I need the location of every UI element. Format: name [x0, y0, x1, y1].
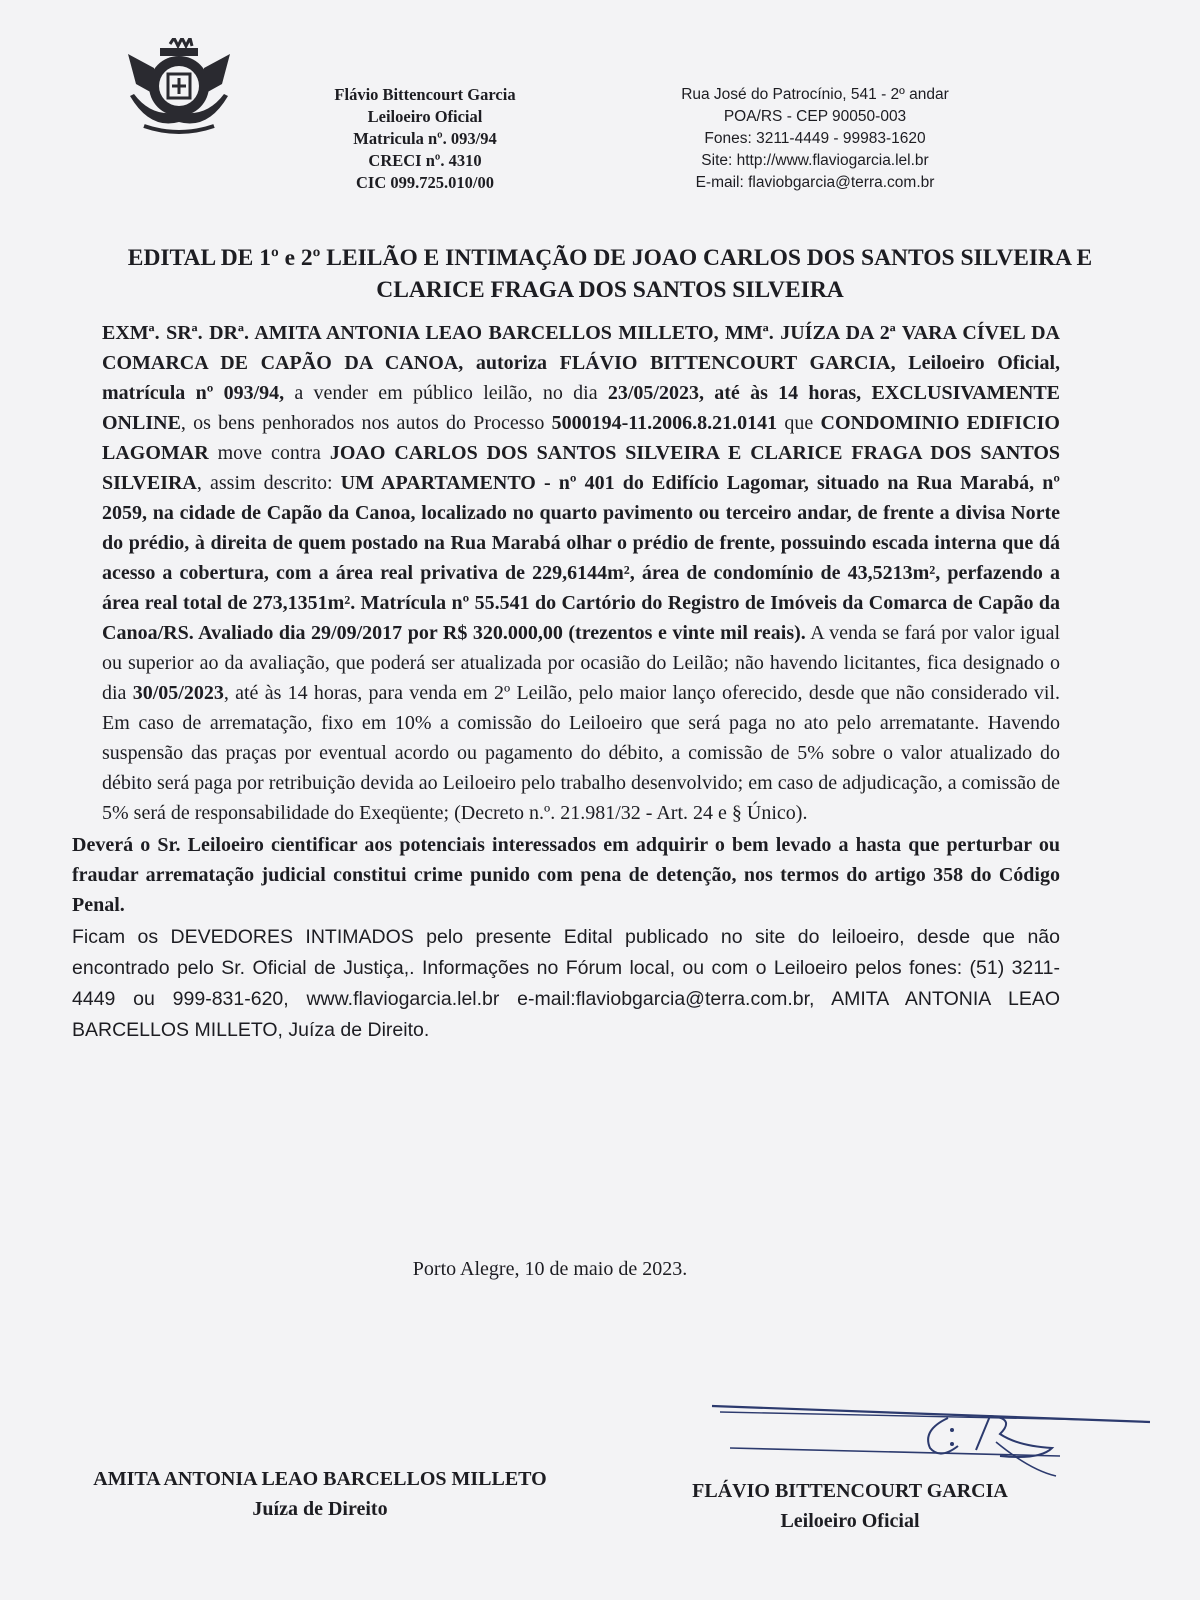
email: E-mail: flaviobgarcia@terra.com.br — [695, 174, 935, 191]
auctioneer-name: Flávio Bittencourt Garcia — [334, 85, 516, 104]
auctioneer-title: Leiloeiro Oficial — [367, 107, 483, 126]
text-segment: A venda se fará por valor igual ou superior ao da avaliação, que poderá ser atualizada por ocasião do Leilão; não havendo licitantes, fica designado o dia — [102, 622, 1061, 704]
website: Site: http://www.flaviogarcia.lel.br — [701, 152, 929, 169]
judge-signature-block — [40, 1464, 600, 1524]
property-description: UM APARTAMENTO - nº 401 do Edifício Lagomar, situado na Rua Marabá, nº 2059, na cidade de Capão da Canoa, localizado no quarto pavimento ou terceiro andar, de frente a divisa Norte do prédio, à direita de quem postado na Rua Marabá olhar o prédio de frente, possuindo escada interna que dá acesso a cobertura, com a área real privativa de 229,6144m², área de condomínio de 43,5213m², perfazendo a área real total de 273,1351m². Matrícula nº 55.541 do Cartório do Registro de Imóveis da Comarca de Capão da Canoa/RS. Avaliado dia 29/09/2017 por R$ 320.000,00 (trezentos e vinte mil reais). — [102, 472, 1060, 644]
defendant-names: JOAO CARLOS DOS SANTOS SILVEIRA E CLARICE FRAGA DOS SANTOS SILVEIRA — [102, 442, 1061, 494]
text-segment: a vender em público leilão, no dia — [284, 382, 608, 404]
judge-name: AMITA ANTONIA LEAO BARCELLOS MILLETO — [93, 1468, 547, 1490]
document-title: EDITAL DE 1º e 2º LEILÃO E INTIMAÇÃO DE JOAO CARLOS DOS SANTOS SILVEIRA E CLARICE FRAGA DOS SANTOS SILVEIRA — [127, 245, 1093, 303]
auctioneer-credentials — [290, 84, 560, 194]
coat-of-arms-emblem — [120, 38, 238, 138]
second-auction-date: 30/05/2023 — [132, 682, 224, 704]
text-segment: que — [777, 412, 821, 434]
auctioneer-signature-name: FLÁVIO BITTENCOURT GARCIA — [692, 1480, 1008, 1502]
auctioneer-signature-role: Leiloeiro Oficial — [780, 1510, 920, 1532]
place-and-date: Porto Alegre, 10 de maio de 2023. — [412, 1258, 688, 1280]
text-segment: , até às 14 horas, para venda em 2º Leilão, pelo maior lanço oferecido, desde que não considerado vil. Em caso de arrematação, fixo em 10% a comissão do Leiloeiro que será paga no ato pelo arrematante. Havendo suspensão das praças por eventual acordo ou pagamento do débito, a comissão de 5% sobre o valor atualizado do débito será paga por retribuição devida ao Leiloeiro pelo trabalho desenvolvido; em caso de adjudicação, a comissão de 5% será de responsabilidade do Exeqüente; (Decreto n.º. 21.981/32 - Art. 24 e § Único). — [102, 682, 1060, 824]
street-address: Rua José do Patrocínio, 541 - 2º andar — [681, 86, 949, 103]
notification-paragraph: Ficam os DEVEDORES INTIMADOS pelo presente Edital publicado no site do leiloeiro, desde que não encontrado pelo Sr. Oficial de Justiça,. Informações no Fórum local, ou com o Leiloeiro pelos fones: (51) 3211-4449 ou 999-831-620, www.flaviogarcia.lel.br e-mail:flaviobgarcia@terra.com.br, AMITA ANTONIA LEAO BARCELLOS MILLETO, Juíza de Direito. — [72, 926, 1060, 1041]
auctioneer-signature-block — [660, 1476, 1040, 1536]
text-segment: , assim descrito: — [196, 472, 341, 494]
cic-number: CIC 099.725.010/00 — [356, 173, 494, 192]
text-segment: move contra — [208, 442, 330, 464]
contact-info — [630, 84, 1000, 194]
judge-role: Juíza de Direito — [252, 1498, 388, 1520]
auction-authorization: EXMª. SRª. DRª. AMITA ANTONIA LEAO BARCELLOS MILLETO, MMª. JUÍZA DA 2ª VARA CÍVEL DA COMARCA DE CAPÃO DA CANOA, autoriza FLÁVIO BITTENCOURT GARCIA, Leiloeiro Oficial, matrícula nº 093/94, — [102, 322, 1060, 404]
phone-numbers: Fones: 3211-4449 - 99983-1620 — [704, 130, 926, 147]
registration-number: Matricula nº. 093/94 — [353, 129, 497, 148]
plaintiff-name: CONDOMINIO EDIFICIO LAGOMAR — [102, 412, 1060, 464]
first-auction-date: 23/05/2023, até às 14 horas, EXCLUSIVAMENTE ONLINE — [102, 382, 1061, 434]
document-body — [72, 318, 1060, 1046]
creci-number: CRECI nº. 4310 — [368, 151, 482, 170]
text-segment: , os bens penhorados nos autos do Processo — [180, 412, 552, 434]
auction-paragraph — [72, 318, 1060, 828]
process-number: 5000194-11.2006.8.21.0141 — [551, 412, 778, 434]
city-postal-code: POA/RS - CEP 90050-003 — [723, 108, 907, 125]
legal-warning-paragraph: Deverá o Sr. Leiloeiro cientificar aos potenciais interessados em adquirir o bem levado a hasta que perturbar ou fraudar arrematação judicial constitui crime punido com pena de detenção, nos termos do artigo 358 do Código Penal. — [72, 834, 1060, 916]
